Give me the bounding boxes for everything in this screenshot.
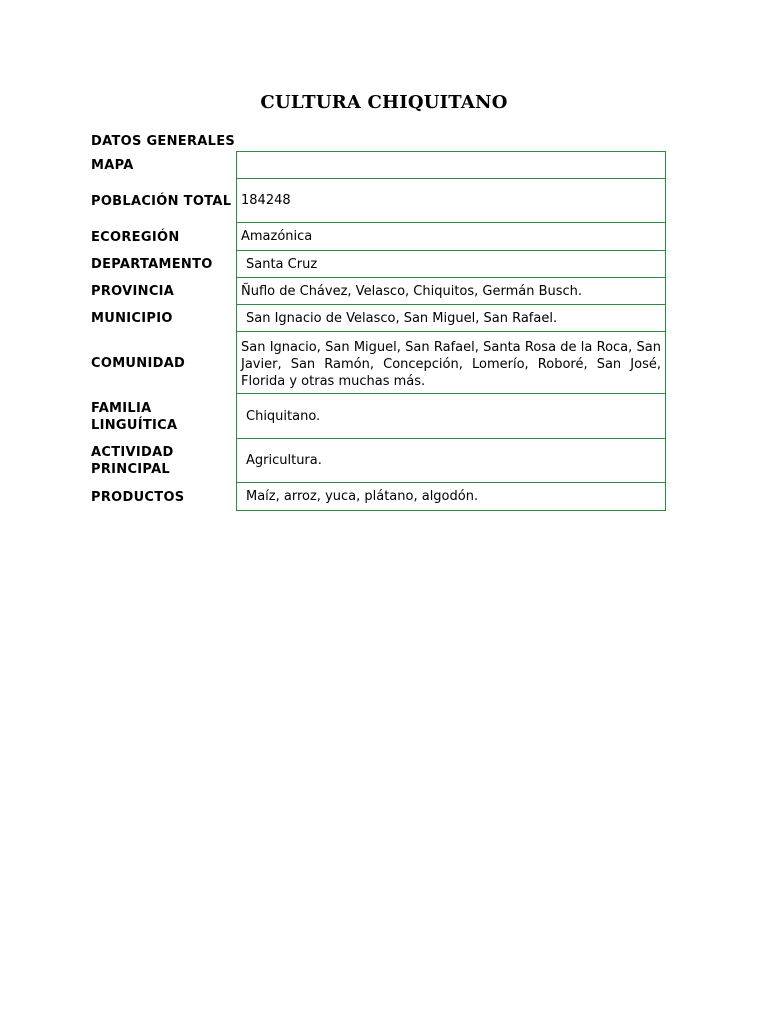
row-value: San Ignacio de Velasco, San Miguel, San Rafael. [236,305,666,332]
row-value: Agricultura. [236,439,666,483]
table-row-departamento [87,251,666,278]
section-heading: DATOS GENERALES [91,134,236,149]
row-value: Amazónica [236,223,666,251]
table-row-ecoregion [87,223,666,251]
row-value: San Ignacio, San Miguel, San Rafael, Santa Rosa de la Roca, San Javier, San Ramón, Concepción, Lomerío, Roboré, San José, Florida y otras muchas más. [236,332,666,394]
row-label: MAPA [91,157,134,173]
row-value: Maíz, arroz, yuca, plátano, algodón. [236,483,666,511]
row-label: COMUNIDAD [91,355,186,371]
row-label: FAMILIA LINGUÍTICA [91,400,178,433]
row-value [236,151,666,179]
table-row-comunidad [87,332,666,394]
table-row-productos [87,483,666,511]
page-title: CULTURA CHIQUITANO [260,92,508,113]
row-value: Chiquitano. [236,394,666,439]
table-row-municipio [87,305,666,332]
row-label: ACTIVIDAD PRINCIPAL [91,445,174,477]
data-table [87,151,666,511]
row-label: PRODUCTOS [91,489,185,505]
row-value: Santa Cruz [236,251,666,278]
row-label: POBLACIÓN TOTAL [91,193,232,209]
row-label: DEPARTAMENTO [91,257,213,272]
row-label: ECOREGIÓN [91,229,180,245]
row-label: PROVINCIA [91,284,175,299]
row-value: Ñuflo de Chávez, Velasco, Chiquitos, Germán Busch. [236,278,666,305]
table-row-mapa [87,151,666,179]
row-label: MUNICIPIO [91,311,173,326]
row-value: 184248 [236,179,666,223]
table-row-provincia [87,278,666,305]
table-row-familia [87,394,666,439]
table-row-poblacion [87,179,666,223]
table-row-actividad [87,439,666,483]
